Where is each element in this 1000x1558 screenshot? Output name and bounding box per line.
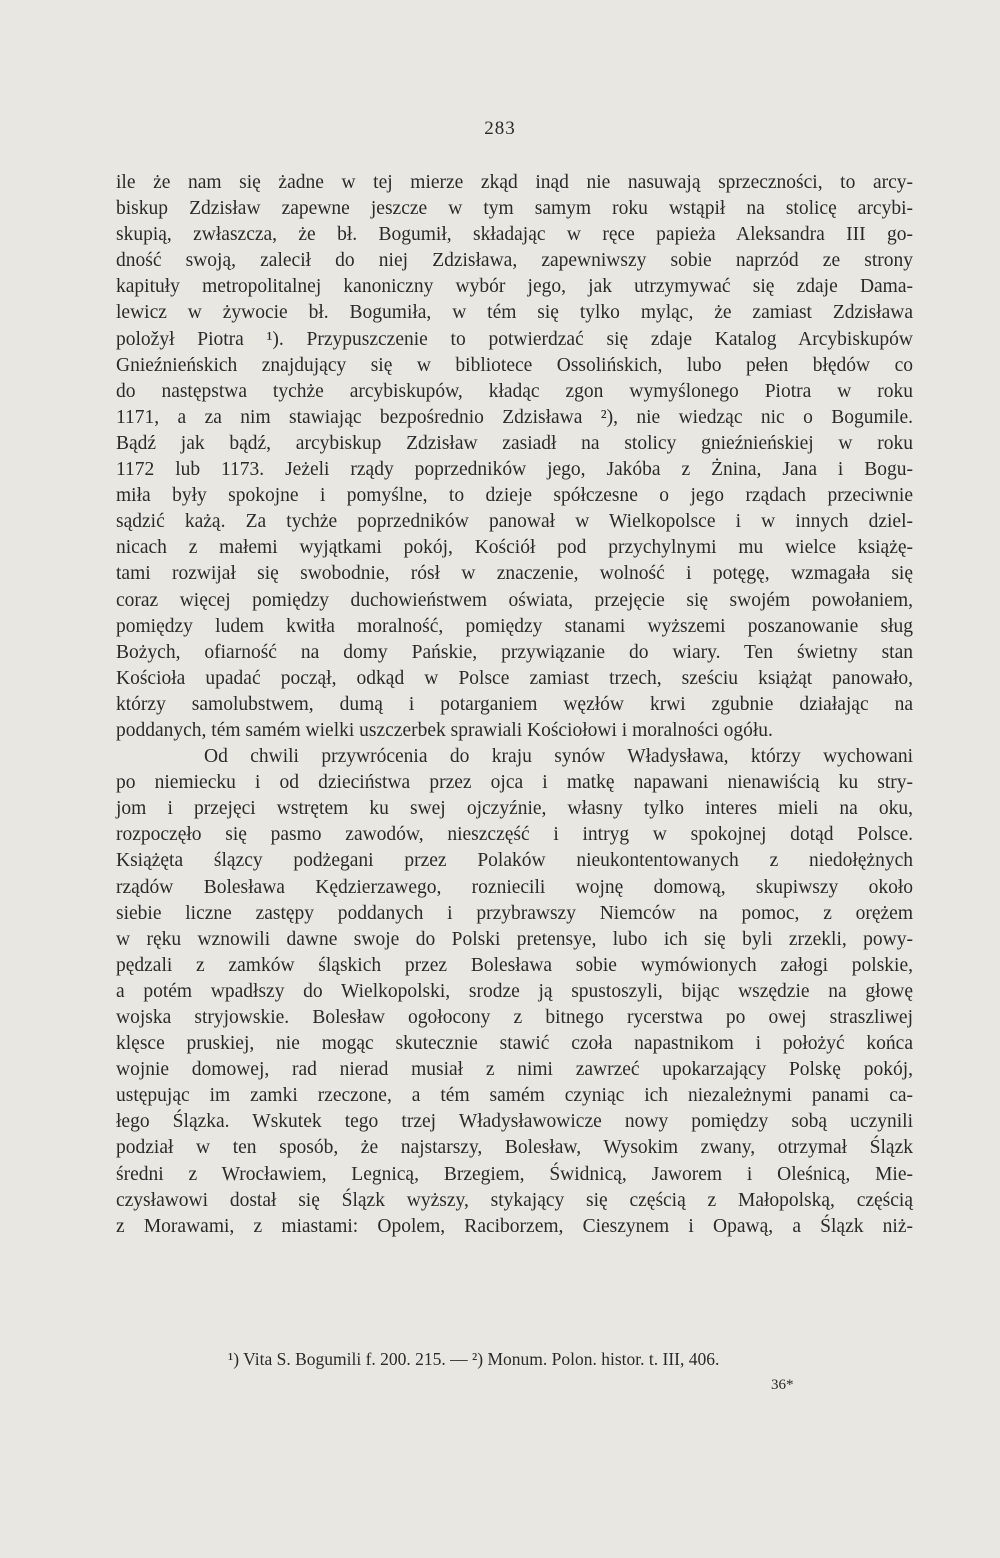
text-line: miła były spokojne i pomyślne, to dzieje spółczesne o jego rządach przeciwnie <box>116 485 913 507</box>
text-line: podział w ten sposób, że najstarszy, Bolesław, Wysokim zwany, otrzymał Ślązk <box>116 1137 913 1159</box>
text-line: poddanych, tém samém wielki uszczerbek sprawiali Kościołowi i moralności ogółu. <box>116 719 773 741</box>
text-line: Bądź jak bądź, arcybiskup Zdzisław zasiadł na stolicy gnieźnieńskiej w roku <box>116 432 913 454</box>
text-line: a potém wpadłszy do Wielkopolski, srodze ją spustoszyli, bijąc wszędzie na głowę <box>116 980 913 1002</box>
text-line: z Morawami, z miastami: Opolem, Raciborzem, Cieszynem i Opawą, a Ślązk niż- <box>116 1215 913 1237</box>
text-line: do następstwa tychże arcybiskupów, kładąc zgon wymyślonego Piotra w roku <box>116 380 913 402</box>
text-line: biskup Zdzisław zapewne jeszcze w tym samym roku wstąpił na stolicę arcybi- <box>116 198 913 220</box>
page-number: 283 <box>484 118 516 139</box>
text-line: rozpoczęło się pasmo zawodów, nieszczęść i intryg w spokojnej dotąd Polsce. <box>116 824 913 846</box>
text-line: 1172 lub 1173. Jeżeli rządy poprzedników jego, Jakóba z Żnina, Jana i Bogu- <box>116 459 913 481</box>
text-line: Książęta ślązcy podżegani przez Polaków nieukontentowanych z niedołężnych <box>116 850 913 872</box>
paragraph-start-line: Od chwili przywrócenia do kraju synów Władysława, którzy wychowani <box>204 746 913 768</box>
text-line: dność swoją, zalecił do niej Zdzisława, zapewniwszy sobie naprzód ze strony <box>116 250 913 272</box>
text-line: klęsce pruskiej, nie mogąc skutecznie stawić czoła napastnikom i położyć końca <box>116 1033 913 1055</box>
footnotes: ¹) Vita S. Bogumili f. 200. 215. — ²) Monum. Polon. histor. t. III, 406. <box>228 1349 720 1369</box>
text-line: 1171, a za nim stawiając bezpośrednio Zdzisława ²), nie wiedząc nic o Bogumile. <box>116 406 913 428</box>
printer-signature-mark: 36* <box>771 1377 794 1393</box>
text-line: Gnieźnieńskich znajdujący się w bibliotece Ossolińskich, lubo pełen błędów co <box>116 354 913 376</box>
text-line: rządów Bolesława Kędzierzawego, rozniecili wojnę domową, skupiwszy około <box>116 876 913 898</box>
text-line: Kościoła upadać począł, odkąd w Polsce zamiast trzech, sześciu książąt panowało, <box>116 667 913 689</box>
text-line: položył Piotra ¹). Przypuszczenie to potwierdzać się zdaje Katalog Arcybiskupów <box>116 328 913 350</box>
text-line: lewicz w żywocie bł. Bogumiła, w tém się tylko myląc, że zamiast Zdzisława <box>116 302 913 324</box>
text-line: jom i przejęci wstrętem ku swej ojczyźnie, własny tylko interes mieli na oku, <box>116 798 913 820</box>
text-line: coraz więcej pomiędzy duchowieństwem oświata, przejęcie się swojém powołaniem, <box>116 589 913 611</box>
text-line: po niemiecku i od dzieciństwa przez ojca i matkę napawani nienawiścią ku stry- <box>116 772 913 794</box>
text-line: średni z Wrocławiem, Legnicą, Brzegiem, Świdnicą, Jaworem i Oleśnicą, Mie- <box>116 1163 913 1185</box>
text-line: siebie liczne zastępy poddanych i przybrawszy Niemców na pomoc, z orężem <box>116 902 913 924</box>
text-line: sądzić każą. Za tychże poprzedników panował w Wielkopolsce i w innych dziel- <box>116 511 913 533</box>
text-line: skupią, zwłaszcza, że bł. Bogumił, składając w ręce papieża Aleksandra III go- <box>116 224 913 246</box>
text-line: nicach z małemi wyjątkami pokój, Kościół pod przychylnymi mu wielce książę- <box>116 537 913 559</box>
text-line: pomiędzy ludem kwitła moralność, pomiędzy stanami wyższemi poszanowanie sług <box>116 615 913 637</box>
text-line: czysławowi dostał się Ślązk wyższy, stykający się częścią z Małopolską, częścią <box>116 1189 913 1211</box>
body-text <box>116 170 913 1240</box>
text-line: kapituły metropolitalnej kanoniczny wybór jego, jak utrzymywać się zdaje Dama- <box>116 276 913 298</box>
text-line: ile że nam się żadne w tej mierze zkąd inąd nie nasuwają sprzeczności, to arcy- <box>116 172 913 193</box>
text-line: w ręku wznowili dawne swoje do Polski pretensye, lubo ich się byli zrzekli, powy- <box>116 928 913 950</box>
text-line: wojska stryjowskie. Bolesław ogołocony z bitnego rycerstwa po owej straszliwej <box>116 1007 913 1028</box>
text-line: pędzali z zamków śląskich przez Bolesława sobie wymówionych załogi polskie, <box>116 954 913 976</box>
text-line: wojnie domowej, rad nierad musiał z nimi zawrzeć upokarzający Polskę pokój, <box>116 1059 913 1081</box>
text-line: ustępując im zamki rzeczone, a tém samém czyniąc ich niezależnymi panami ca- <box>116 1085 913 1107</box>
text-line: Bożych, ofiarność na domy Pańskie, przywiązanie do wiary. Ten świetny stan <box>116 641 913 663</box>
text-line: łego Ślązka. Wskutek tego trzej Władysławowicze nowy pomiędzy sobą uczynili <box>116 1111 913 1133</box>
text-line: tami rozwijał się swobodnie, rósł w znaczenie, wolność i potęgę, wzmagała się <box>116 563 913 585</box>
text-line: którzy samolubstwem, dumą i potarganiem węzłów krwi zgubnie działając na <box>116 693 913 715</box>
